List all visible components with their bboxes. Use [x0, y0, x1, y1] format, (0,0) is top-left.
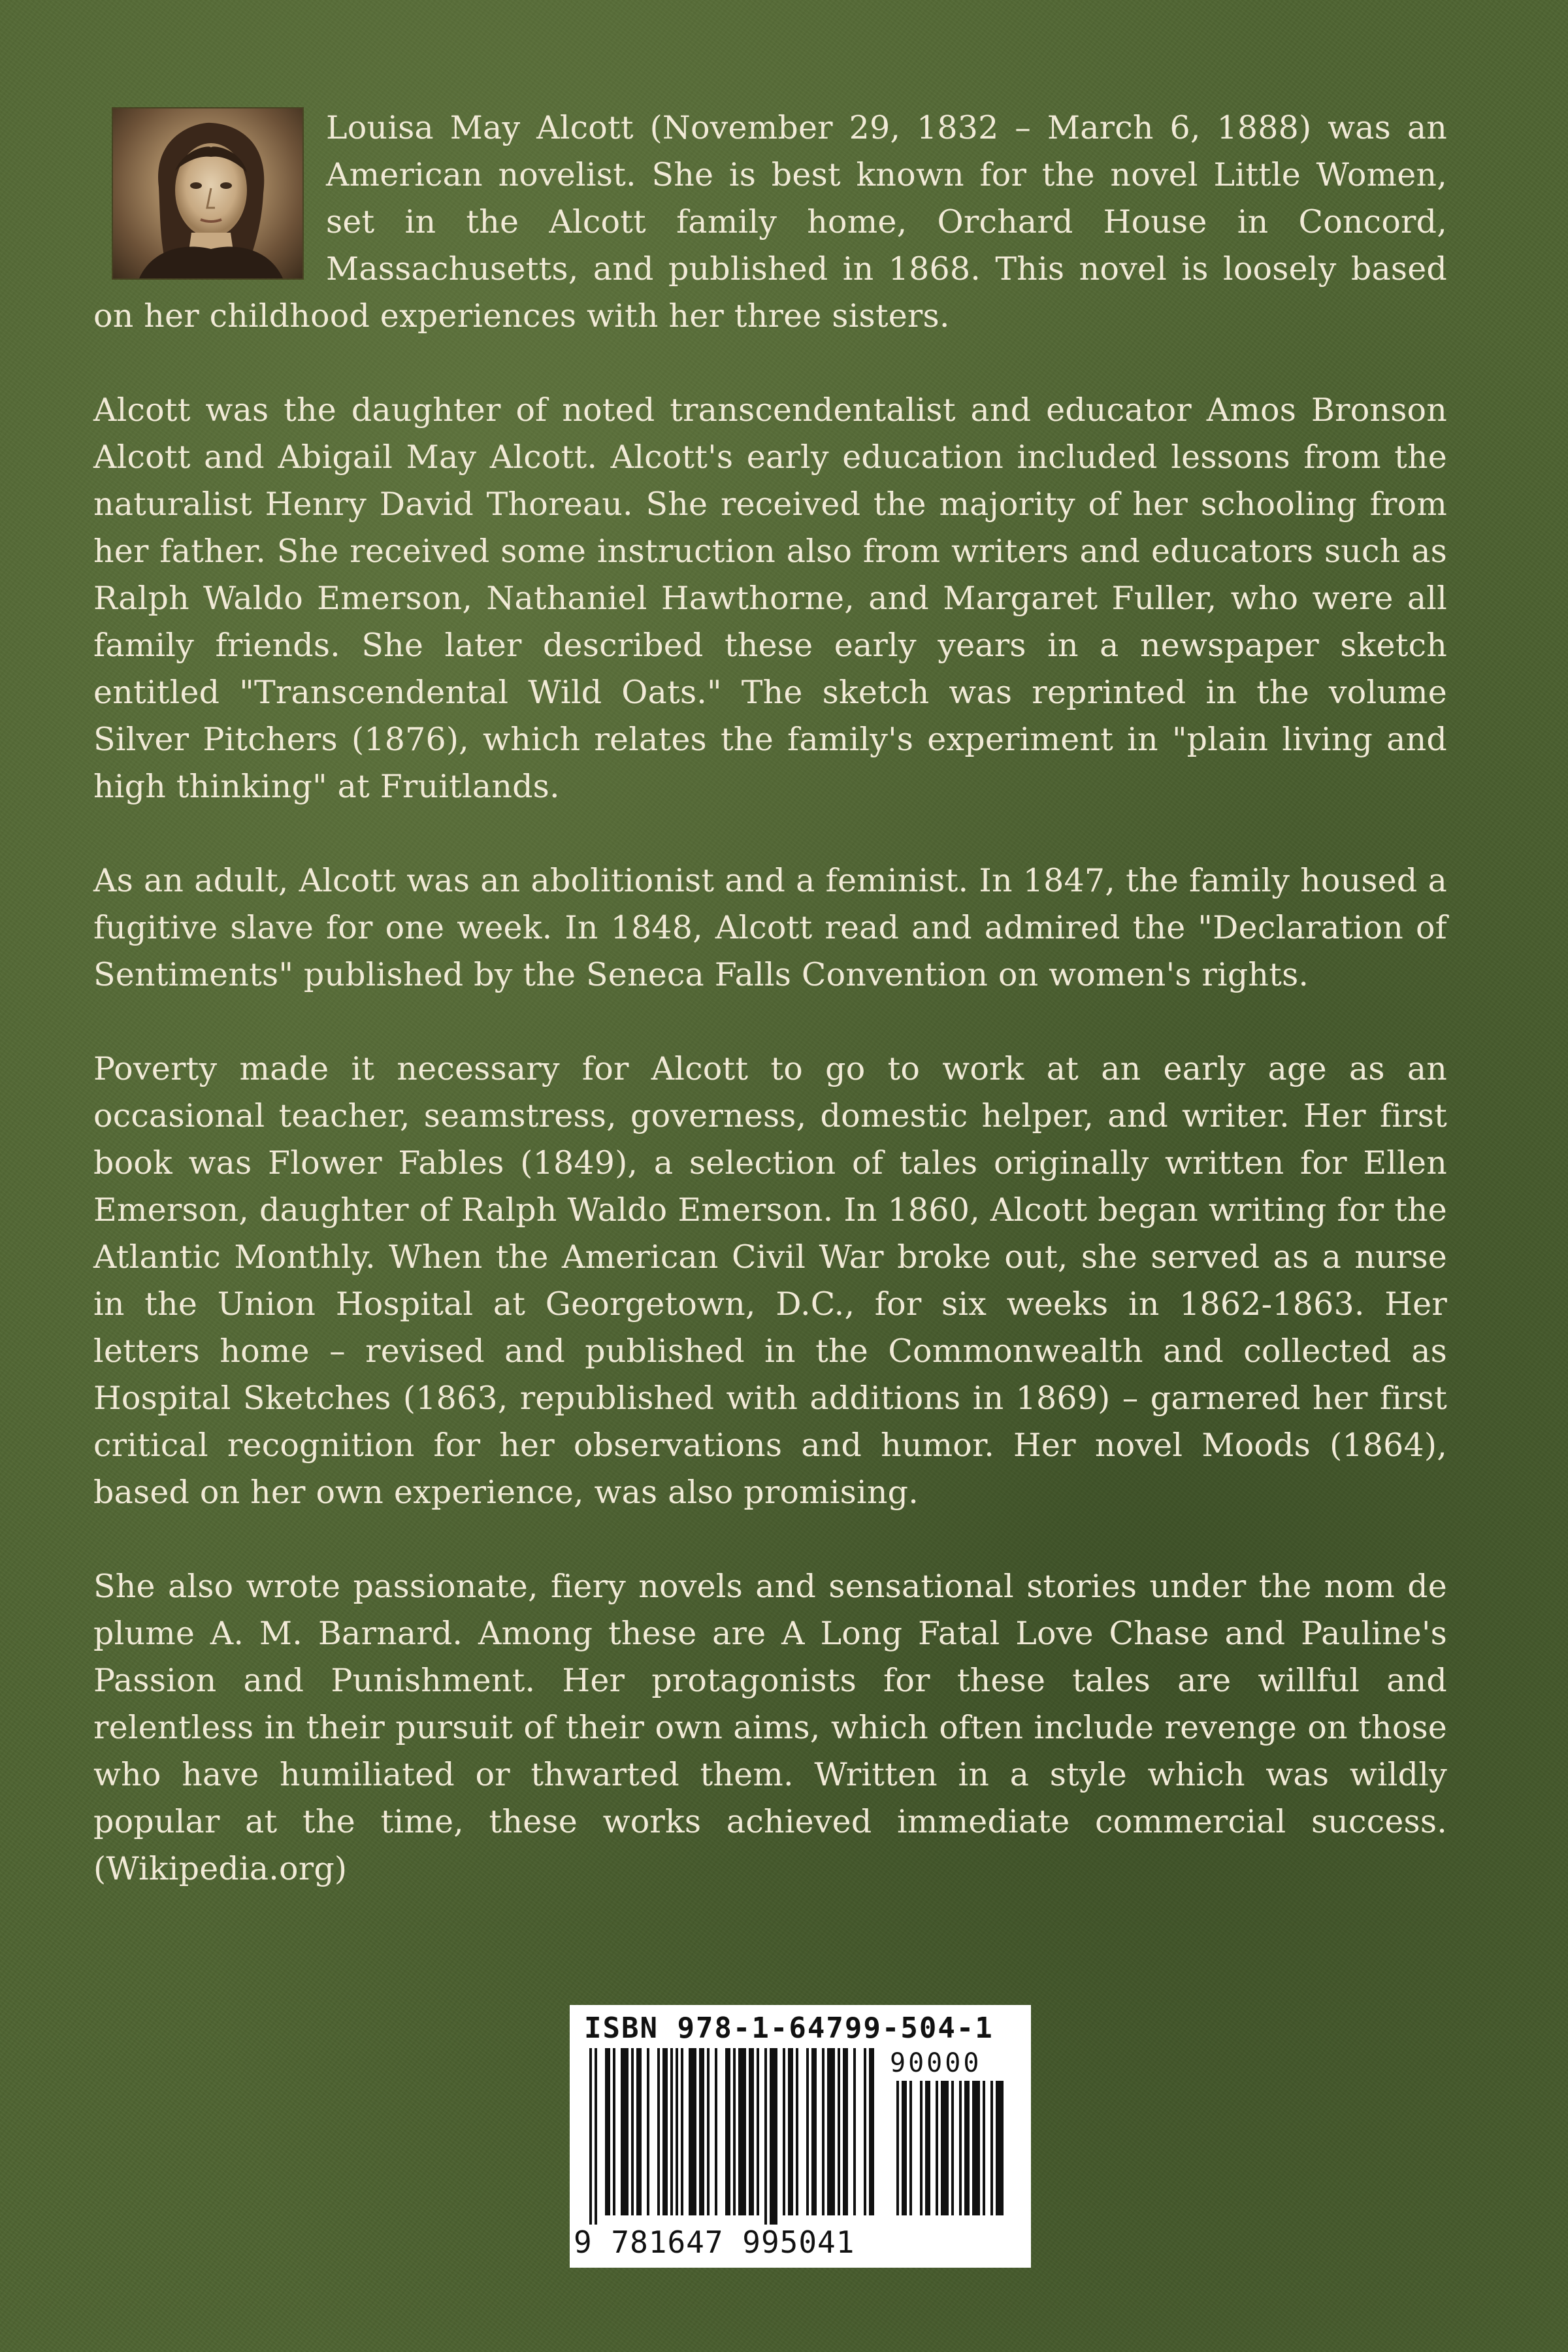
barcode-bar — [689, 2048, 696, 2215]
barcode-bar — [827, 2048, 835, 2215]
barcode-bar — [806, 2048, 809, 2215]
barcode-bar — [788, 2048, 793, 2215]
barcode-bar — [853, 2048, 856, 2215]
barcode-bar — [936, 2081, 938, 2215]
barcode-bar — [749, 2048, 754, 2215]
bio-paragraph-3: As an adult, Alcott was an abolitionist and a feminist. In 1847, the family housed a fugitive slave for one week. In 1848, Alcott read and admired the "Declaration of Sentiments" published by the Seneca Falls Convention on women's rights. — [93, 862, 1447, 993]
barcode-bar — [631, 2048, 634, 2215]
barcode-bar — [670, 2048, 673, 2215]
barcode-bar — [676, 2048, 678, 2215]
barcode-bar — [657, 2048, 660, 2215]
barcode-bar — [707, 2048, 710, 2215]
ean-barcode-bars — [589, 2048, 877, 2225]
barcode-bar — [864, 2048, 866, 2215]
barcode-bar — [869, 2048, 874, 2215]
barcode-bar — [925, 2081, 930, 2215]
barcode-bar — [951, 2081, 954, 2215]
barcode-bar — [589, 2048, 592, 2225]
bio-paragraph-4: Poverty made it necessary for Alcott to go to work at an early age as an occasional teacher, seamstress, governess, domestic helper, and writer. Her first book was Flower Fables (1849), a selection of tales originally written for Ellen Emerson, daughter of Ralph Waldo Emerson. In 1860, Alcott began writing for the Atlantic Monthly. When the American Civil War broke out, she served as a nurse in the Union Hospital at Georgetown, D.C., for six weeks in 1862-1863. Her letters home – revised and published in the Commonwealth and collected as Hospital Sketches (1863, republished with additions in 1869) – garnered her first critical recognition for her observations and humor. Her novel Moods (1864), based on her own experience, was also promising. — [93, 1050, 1447, 1511]
addon-barcode-bars — [896, 2081, 1007, 2257]
barcode-bar — [896, 2081, 899, 2215]
author-biography — [93, 105, 1447, 1893]
barcode-bar — [959, 2081, 962, 2215]
isbn-barcode — [570, 2005, 1031, 2268]
bio-paragraph-1-text: Louisa May Alcott (November 29, 1832 – March 6, 1888) was an American novelist. She is best known for the novel Little Women, set in the Alcott family home, Orchard House in Concord, Massachusetts, and published in 1868. This novel is loosely based on her childhood experiences with her three sisters. — [93, 109, 1447, 335]
isbn-label: ISBN 978-1-64799-504-1 — [584, 2012, 994, 2045]
barcode-bar — [796, 2048, 798, 2215]
barcode-bar — [757, 2048, 759, 2215]
barcode-bar — [964, 2081, 970, 2215]
barcode-bar — [715, 2048, 717, 2215]
barcode-bar — [613, 2048, 615, 2215]
barcode-bar — [996, 2081, 1004, 2215]
barcode-bar — [764, 2048, 767, 2225]
barcode-bar — [681, 2048, 683, 2215]
barcode-bar — [920, 2081, 923, 2215]
barcode-bar — [725, 2048, 730, 2215]
price-code: 90000 — [890, 2048, 982, 2078]
bio-paragraph-5: She also wrote passionate, fiery novels and sensational stories under the nom de plume A. M. Barnard. Among these are A Long Fatal Love Chase and Pauline's Passion and Punishment. Her protagonists for these tales are willful and relentless in their pursuit of their own aims, which often include revenge on those who have humiliated or thwarted them. Written in a style which was wildly popular at the time, these works achieved immediate commercial success. (Wikipedia.org) — [93, 1568, 1447, 1887]
barcode-bar — [811, 2048, 817, 2215]
barcode-bar — [733, 2048, 736, 2215]
barcode-bar — [972, 2081, 980, 2215]
barcode-bar — [983, 2081, 985, 2215]
barcode-bar — [990, 2081, 993, 2215]
barcode-bar — [662, 2048, 668, 2215]
bio-paragraph-2: Alcott was the daughter of noted transcendentalist and educator Amos Bronson Alcott and Abigail May Alcott. Alcott's early education included lessons from the naturalist Henry David Thoreau. She received the majority of her schooling from her father. She received some instruction also from writers and educators such as Ralph Waldo Emerson, Nathaniel Hawthorne, and Margaret Fuller, who were all family friends. She later described these early years in a newspaper sketch entitled "Transcendental Wild Oats." The sketch was reprinted in the volume Silver Pitchers (1876), which relates the family's experiment in "plain living and high thinking" at Fruitlands. — [93, 391, 1447, 805]
barcode-bar — [843, 2048, 848, 2215]
barcode-bar — [941, 2081, 949, 2215]
barcode-bar — [605, 2048, 610, 2215]
barcode-bar — [822, 2048, 825, 2215]
barcode-bar — [783, 2048, 785, 2215]
barcode-bar — [621, 2048, 629, 2215]
ean-digits: 9 781647 995041 — [574, 2225, 855, 2260]
barcode-bar — [770, 2048, 777, 2225]
author-portrait — [113, 108, 302, 278]
barcode-bar — [909, 2081, 912, 2215]
barcode-bar — [838, 2048, 840, 2215]
barcode-bar — [636, 2048, 642, 2215]
barcode-bar — [595, 2048, 597, 2225]
bio-paragraph-1 — [93, 105, 1447, 340]
barcode-bar — [738, 2048, 746, 2215]
barcode-bar — [699, 2048, 704, 2215]
barcode-bar — [647, 2048, 649, 2215]
barcode-bar — [902, 2081, 907, 2215]
